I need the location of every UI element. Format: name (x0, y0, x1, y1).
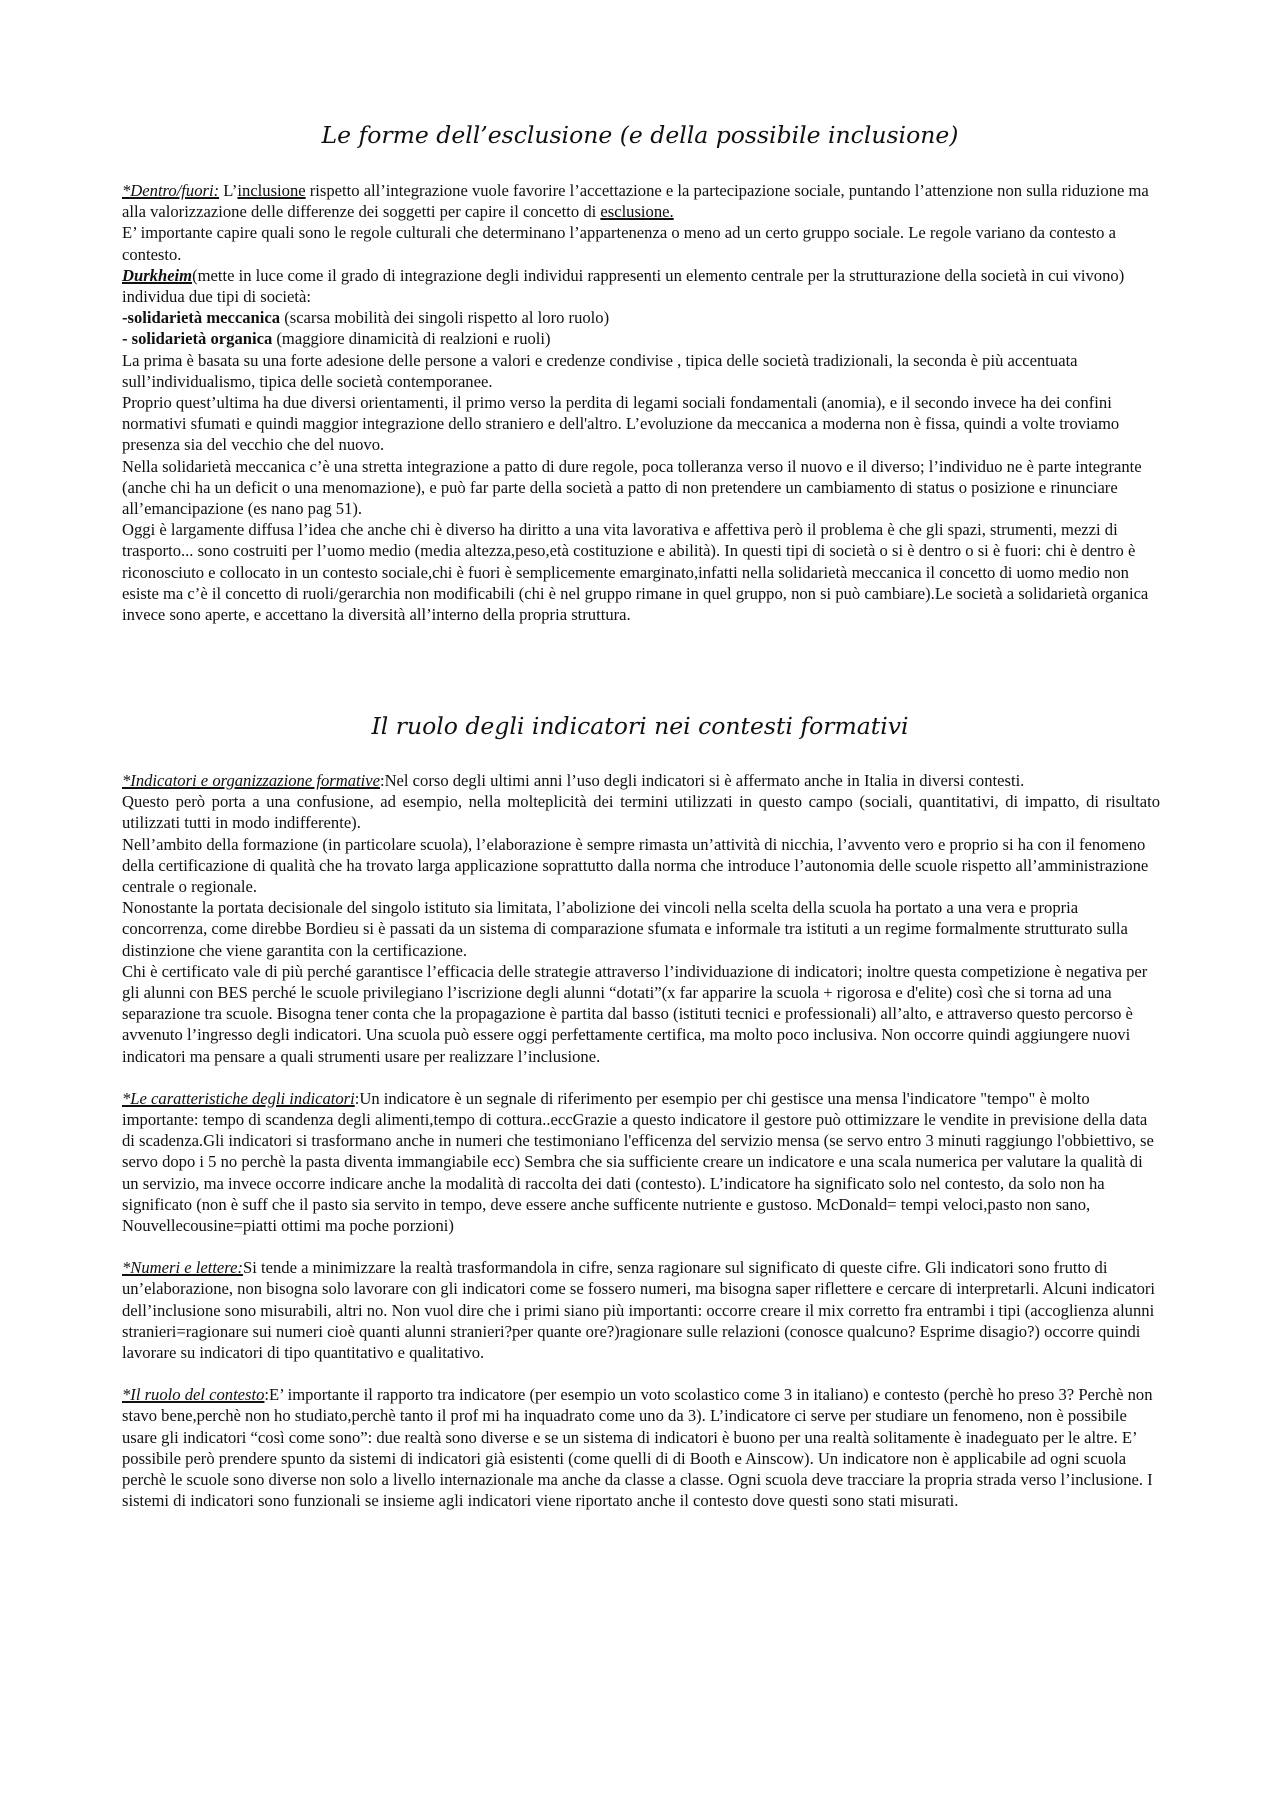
paragraph-durkheim: Durkheim(mette in luce come il grado di integrazione degli individui rappresenti un elemento centrale per la strutturazione della società in cui vivono) individua due tipi di società: (122, 265, 1125, 307)
paragraph-certificazione: Chi è certificato vale di più perché garantisce l’efficacia delle strategie attraverso l’individuazione di indicatori; inoltre questa competizione è negativa per gli alunni con BES perché le scuole privilegiano l’iscrizione degli alunni “dotati”(x far apparire la scuola + rigorosa e d'elite) così che si torna ad una separazione tra scuole. Bisogna tener conta che la propagazione è partita dal basso (istituti tecnici e professionali) all’alto, e attraverso questo percorso è avvenuto l’ingresso degli indicatori. Una scuola può essere oggi perfettamente certifica, ma molto poco inclusiva. Non occorre quindi aggiungere nuovi indicatori ma pensare a quali strumenti usare per realizzare l’inclusione. (122, 961, 1148, 1066)
paragraph-numeri-lettere: *Numeri e lettere:Si tende a minimizzare la realtà trasformandola in cifre, senza ragionare sul significato di queste cifre. Gli indicatori sono frutto di un’elaborazione, non bisogna solo lavorare con gli indicatori come se fossero numeri, ma bisogna saper riflettere e cercare di interpretarli. Alcuni indicatori dell’inclusione sono misurabili, altri no. Non vuol dire che i primi siano più importanti: occorre creare il mix corretto fra entrambi i tipi (accoglienza alunni stranieri=ragionare sui numeri cioè quanti alunni stranieri?per quante ore?)ragionare sulle relazioni (conosce qualcuno? Esprime disagio?) occorre quindi lavorare su indicatori di tipo quantitativo e qualitativo. (122, 1258, 1156, 1363)
paragraph-prima: La prima è basata su una forte adesione delle persone a valori e credenze condivise , tipica delle società tradizionali, la seconda è più accentuata sull’individualismo, tipica delle società contemporanee. (122, 350, 1078, 391)
section2-body (122, 770, 1160, 1512)
paragraph-caratteristiche: *Le caratteristiche degli indicatori:Un indicatore è un segnale di riferimento per esempio per chi gestisce una mensa l'indicatore "tempo" è molto importante: tempo di scandenza degli alimenti,tempo di cottura..eccGrazie a questo indicatore il gestore può ottimizzare le vendite in previsione della data di scadenza.Gli indicatori si trasformano anche in numeri che testimoniano l'efficenza del servizio mensa (se servo entro 3 minuti raggiungo l'obbiettivo, se servo dopo i 5 no perchè la pasta diventa immangiabile ecc) Sembra che sia sufficiente creare un indicatore e una scala numerica per valutare la qualità di un servizio, ma invece occorre indicare anche la modalità di raccolta dei dati (contesto). L’indicatore ha significato solo nel contesto, da solo non ha significato (non è suff che il pasto sia servito in tempo, deve essere anche sufficente nutriente e gustoso. McDonald= tempi veloci,pasto non sano, Nouvellecousine=piatti ottimi ma poche porzioni) (122, 1088, 1154, 1236)
paragraph-indicatori-organizzazione: *Indicatori e organizzazione formative:Nel corso degli ultimi anni l’uso degli indicatori si è affermato anche in Italia in diversi contesti. (122, 771, 1025, 790)
section2-title: Il ruolo degli indicatori nei contesti formativi (371, 712, 909, 740)
paragraph-concorrenza: Nonostante la portata decisionale del singolo istituto sia limitata, l’abolizione dei vincoli nella scelta della scuola ha portato a una vera e propria concorrenza, come direbbe Bordieu si è passati da un sistema di comparazione sfumata e informale tra istituti a un regime formalmente strutturato sulla distinzione che viene garantita con la certificazione. (122, 898, 1128, 960)
paragraph-ruolo-contesto: *Il ruolo del contesto:E’ importante il rapporto tra indicatore (per esempio un voto scolastico come 3 in italiano) e contesto (perchè ho preso 3? Perchè non stavo bene,perchè non ho studiato,perchè tanto il prof mi ha inquadrato come uno da 3). L’indicatore ci serve per studiare un fenomeno, non è possibile usare gli indicatori “così come sono”: due realtà sono diverse e se un sistema di indicatori è buono per una realtà solitamente è inadeguato per le altre. E’ possibile però prendere spunto da sistemi di indicatori già esistenti (come quelli di di Booth e Ainscow). Un indicatore non è applicabile ad ogni scuola perchè le scuole sono diverse non solo a livello internazionale ma anche da classe a classe. Ogni scuola deve tracciare la propria strada verso l’inclusione. I sistemi di indicatori sono funzionali se insieme agli indicatori viene riportato anche il contesto dove questi sono stati misurati. (122, 1385, 1153, 1511)
paragraph-orientamenti: Proprio quest’ultima ha due diversi orientamenti, il primo verso la perdita di legami sociali fondamentali (anomia), e il secondo invece ha dei confini normativi sfumati e quindi maggior integrazione dello straniero e dell'altro. L’evoluzione da meccanica a moderna non è fissa, quindi a volte troviamo presenza sia del vecchio che del nuovo. (122, 393, 1120, 455)
paragraph-meccanica: Nella solidarietà meccanica c’è una stretta integrazione a patto di dure regole, poca tolleranza verso il nuovo e il diverso; l’individuo ne è parte integrante (anche chi ha un deficit o una menomazione), e può far parte della società a patto di non pretendere un cambiamento di status o posizione e rinunciare all’emancipazione (es nano pag 51). (122, 456, 1142, 519)
section1-body (122, 180, 1160, 625)
term-inclusione: inclusione (237, 181, 306, 200)
paragraph-regole: E’ importante capire quali sono le regole culturali che determinano l’appartenenza o meno ad un certo gruppo sociale. Le regole variano da contesto a contesto. (122, 223, 1116, 264)
paragraph-oggi: Oggi è largamente diffusa l’idea che anche chi è diverso ha diritto a una vita lavorativa e affettiva però il problema è che gli spazi, strumenti, mezzi di trasporto... sono costruiti per l’uomo medio (media altezza,peso,età costituzione e abilità). In questi tipi di società o si è dentro o si è fuori: chi è dentro è riconosciuto e collocato in un contesto sociale,chi è fuori è semplicemente emarginato,infatti nella solidarietà meccanica il concetto di uomo medio non esiste ma c’è il concetto di ruoli/gerarchia non modificabili (chi è nel gruppo rimane in quel gruppo, non si può cambiare).Le società a solidarietà organica invece sono aperte, e accettano la diversità all’interno della propria struttura. (122, 520, 1149, 625)
label-dentro-fuori: *Dentro/fuori: (122, 181, 220, 200)
label-ruolo-contesto: *Il ruolo del contesto (122, 1385, 265, 1405)
paragraph-formazione: Nell’ambito della formazione (in particolare scuola), l’elaborazione è sempre rimasta un’attività di nicchia, l’avvento vero e proprio si ha con il fenomeno della certificazione di qualità che ha trovato larga applicazione soprattutto dalla norma che introduce l’autonomia delle scuole rispetto all’amministrazione centrale o regionale. (122, 834, 1149, 897)
label-caratteristiche: *Le caratteristiche degli indicatori (122, 1088, 355, 1108)
section1-title: Le forme dell’esclusione (e della possibile inclusione) (321, 121, 959, 149)
paragraph-dentro-fuori: *Dentro/fuori: L’inclusione rispetto all’integrazione vuole favorire l’accettazione e la partecipazione sociale, puntando l’attenzione non sulla riduzione ma alla valorizzazione delle differenze dei soggetti per capire il concetto di esclusione. (122, 181, 1149, 222)
paragraph-confusione: Questo però porta a una confusione, ad esempio, nella molteplicità dei termini utilizzati in questo campo (sociali, quantitativi, di impatto, di risultato utilizzati tutti in modo indifferente). (122, 792, 1160, 833)
label-indicatori-organizzazione: *Indicatori e organizzazione formative (122, 771, 380, 790)
label-numeri-lettere: *Numeri e lettere: (122, 1258, 244, 1278)
list-item-solidarieta-meccanica: -solidarietà meccanica (scarsa mobilità dei singoli rispetto al loro ruolo) (122, 308, 610, 328)
term-esclusione: esclusione. (600, 202, 674, 222)
name-durkheim: Durkheim (122, 265, 193, 285)
list-item-solidarieta-organica: - solidarietà organica (maggiore dinamicità di realzioni e ruoli) (122, 329, 551, 349)
